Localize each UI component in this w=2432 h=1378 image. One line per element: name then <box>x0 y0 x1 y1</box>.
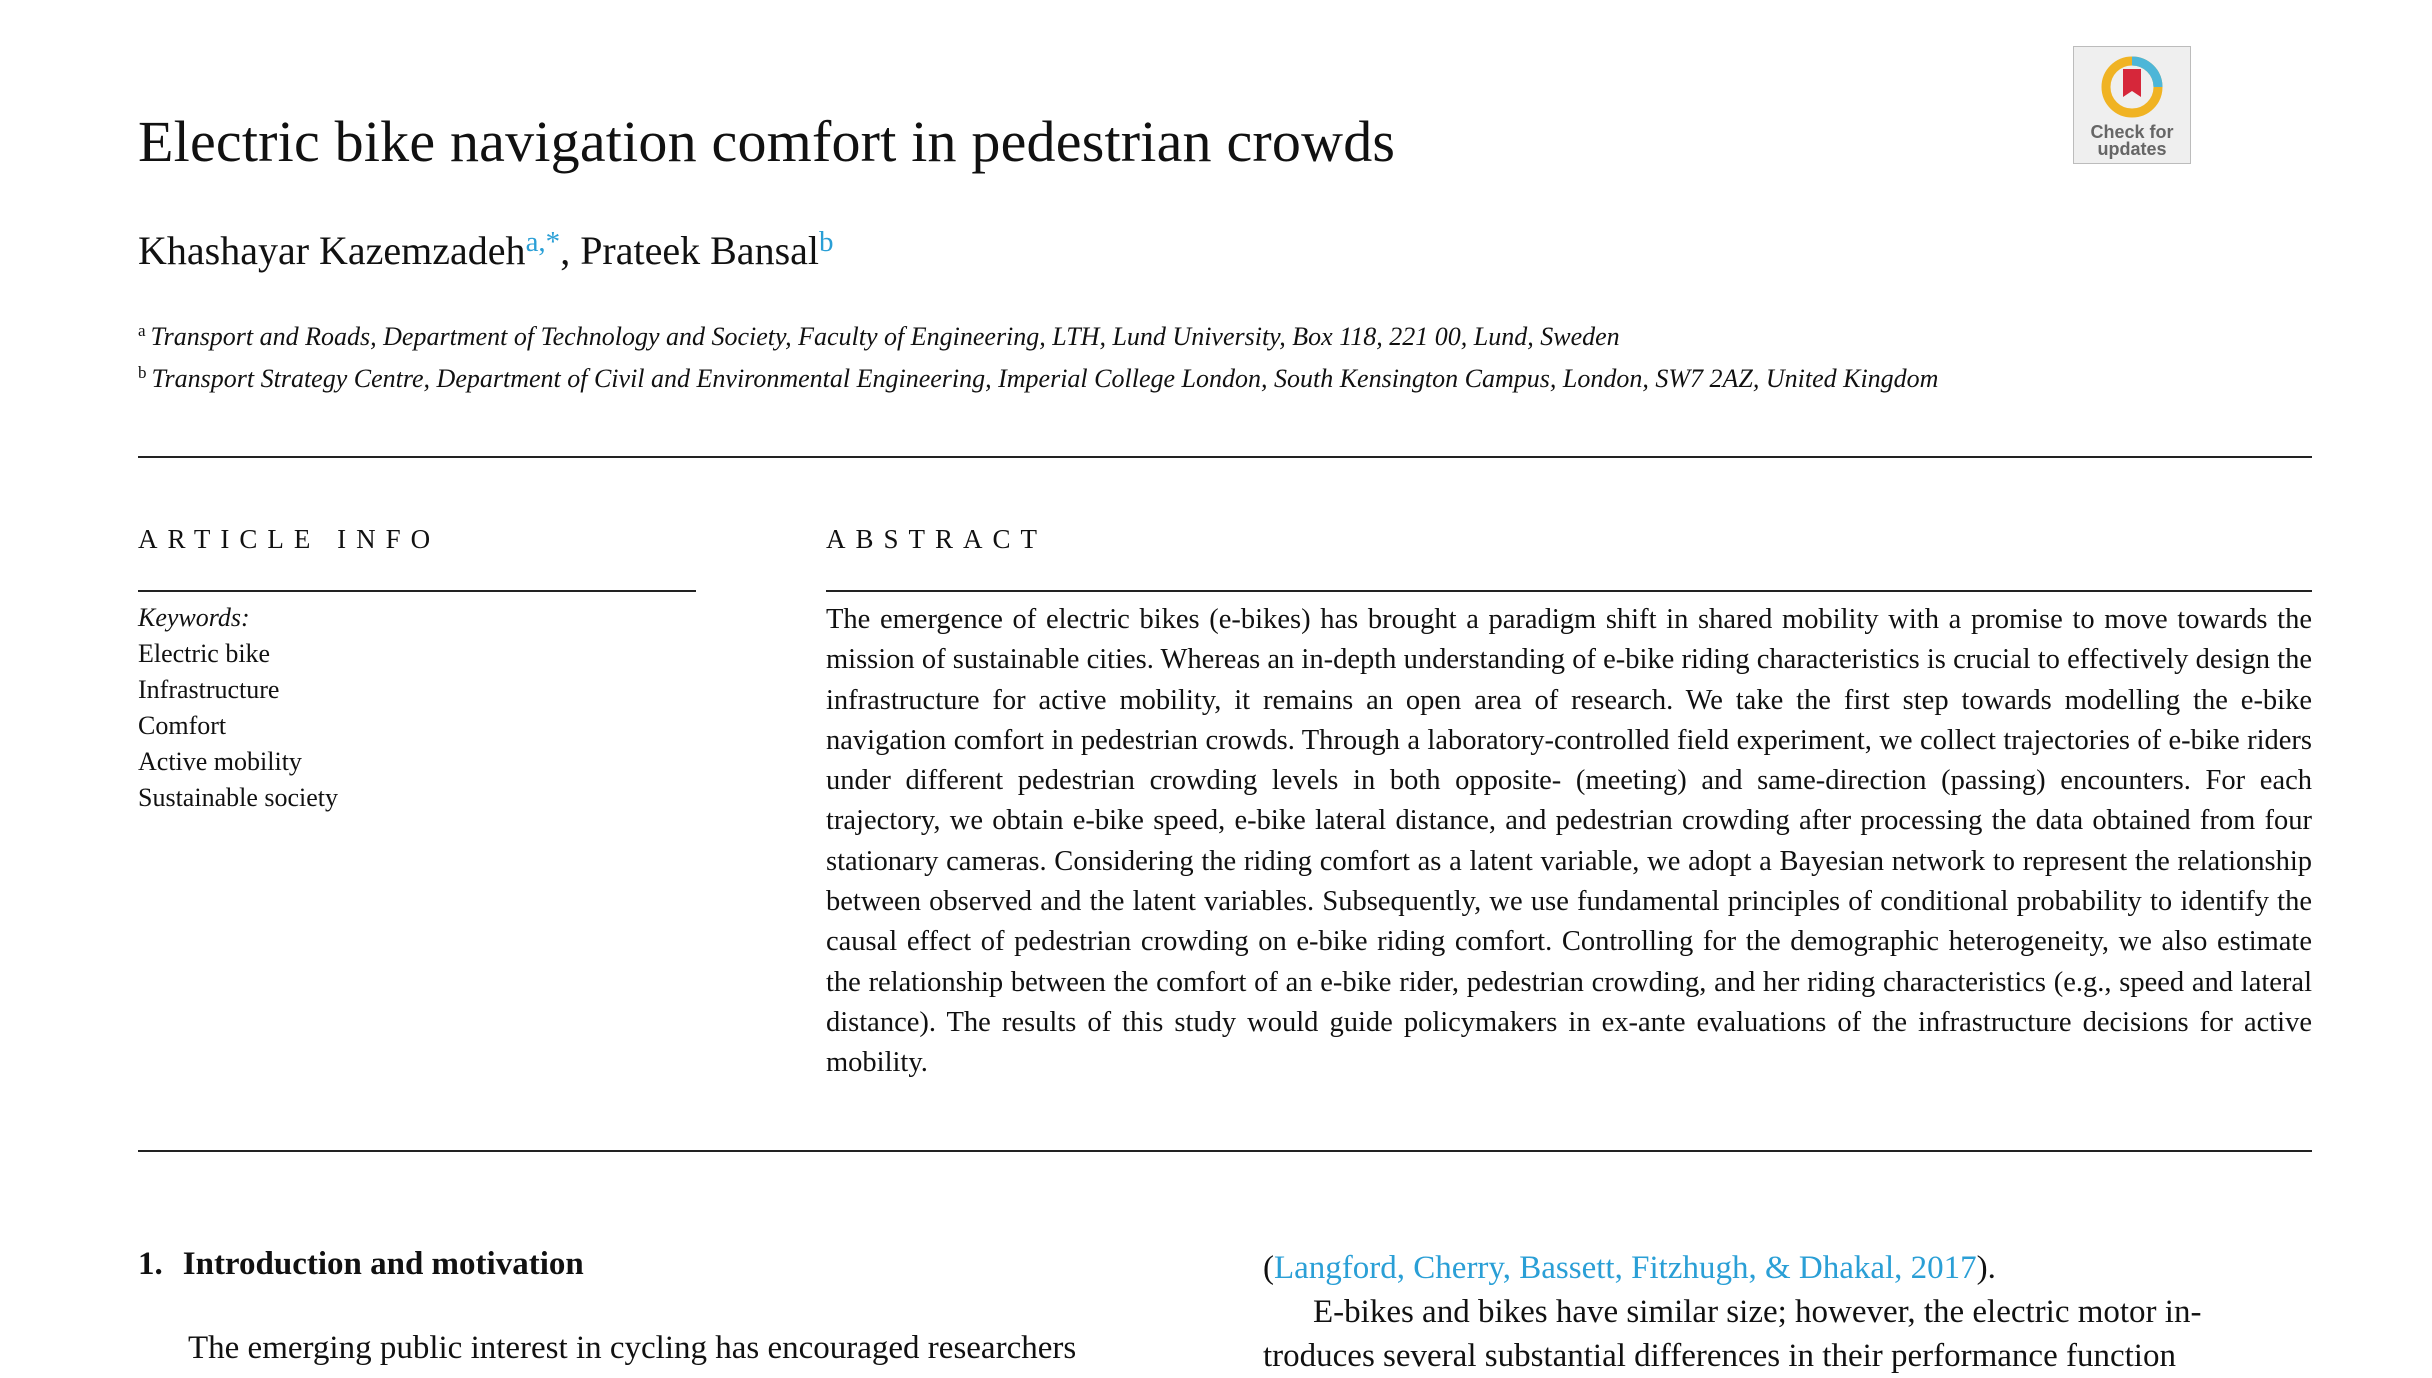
citation-link[interactable]: Langford, Cherry, Bassett, Fitzhugh, & Dhakal, 2017 <box>1274 1250 1977 1286</box>
badge-line1: Check for <box>2090 122 2174 142</box>
author-separator: , <box>560 228 581 273</box>
abstract-text: The emergence of electric bikes (e-bikes) has brought a paradigm shift in shared mobility with a promise to move towards the mission of sustainable cities. Whereas an in-depth understanding of e-bike riding characteristics is crucial to effectively design the infrastructure for active mobility, it remains an open area of research. We take the first step towards modelling the e-bike navigation comfort in pedestrian crowds. Through a laboratory-controlled field experiment, we collect trajectories of e-bike riders under different pedestrian crowding levels in both opposite- (meeting) and same-direction (passing) encounters. For each trajectory, we obtain e-bike speed, e-bike lateral distance, and pedestrian crowding after processing the data obtained from four stationary cameras. Considering the riding comfort as a latent variable, we adopt a Bayesian network to represent the relationship between observed and the latent variables. Subsequently, we use fundamental principles of conditional probability to identify the causal effect of pedestrian crowding on e-bike riding comfort. Controlling for the demographic heterogeneity, we also estimate the relationship between the comfort of an e-bike rider, pedestrian crowding, and her riding characteristics (e.g., speed and lateral distance). The results of this study would guide policymakers in ex-ante evaluations of the infrastructure decisions for active mobility. <box>826 604 2312 1079</box>
author-name: Prateek Bansal <box>580 228 819 273</box>
affiliation-mark: a <box>138 321 146 340</box>
header-divider <box>138 456 2312 458</box>
section-number: 1. <box>138 1246 163 1282</box>
check-for-updates-badge[interactable] <box>2073 46 2191 164</box>
right-column-text <box>1263 1246 2313 1378</box>
affiliation-item <box>138 313 1978 355</box>
affiliation-item <box>138 355 1978 397</box>
intro-paragraph-start: The emerging public interest in cycling has encouraged researchers <box>188 1330 1077 1366</box>
citation-line <box>1263 1246 2313 1290</box>
badge-label <box>2074 124 2190 158</box>
affiliation-mark: b <box>138 363 147 382</box>
section-heading <box>138 1246 584 1283</box>
abstract-divider <box>826 590 2312 592</box>
author-name: Khashayar Kazemzadeh <box>138 228 526 273</box>
keyword-item: Active mobility <box>138 747 302 776</box>
keyword-item: Infrastructure <box>138 675 280 704</box>
paren-close: ). <box>1976 1250 1996 1286</box>
keyword-item: Electric bike <box>138 639 271 668</box>
abstract-bottom-divider <box>138 1150 2312 1152</box>
article-info-divider <box>138 590 696 592</box>
abstract-heading: ABSTRACT <box>826 524 1048 554</box>
badge-line2: updates <box>2097 139 2167 159</box>
keyword-item: Sustainable society <box>138 783 339 812</box>
article-title: Electric bike navigation comfort in pedestrian crowds <box>138 109 1396 174</box>
paragraph-line: troduces several substantial differences in their performance function <box>1263 1338 2176 1374</box>
keyword-item: Comfort <box>138 711 227 740</box>
paragraph-line: E-bikes and bikes have similar size; however, the electric motor in- <box>1313 1294 2202 1330</box>
bookmark-ring-icon <box>2096 51 2168 123</box>
author-affil-link[interactable]: b <box>819 226 834 258</box>
keywords-label: Keywords: <box>138 603 250 632</box>
author-line <box>138 226 834 274</box>
article-info-heading: ARTICLE INFO <box>138 524 441 554</box>
paren-open: ( <box>1263 1250 1274 1286</box>
affiliations <box>138 313 1978 397</box>
author-affil-link[interactable]: a,* <box>525 226 561 258</box>
affiliation-text: Transport Strategy Centre, Department of Civil and Environmental Engineering, Imperial College London, South Kensington Campus, London, SW7 2AZ, United Kingdom <box>151 364 1939 393</box>
affiliation-text: Transport and Roads, Department of Technology and Society, Faculty of Engineering, LTH, Lund University, Box 118, 221 00, Lund, Sweden <box>150 322 1620 351</box>
keywords-list <box>138 600 338 816</box>
section-title: Introduction and motivation <box>182 1246 584 1282</box>
